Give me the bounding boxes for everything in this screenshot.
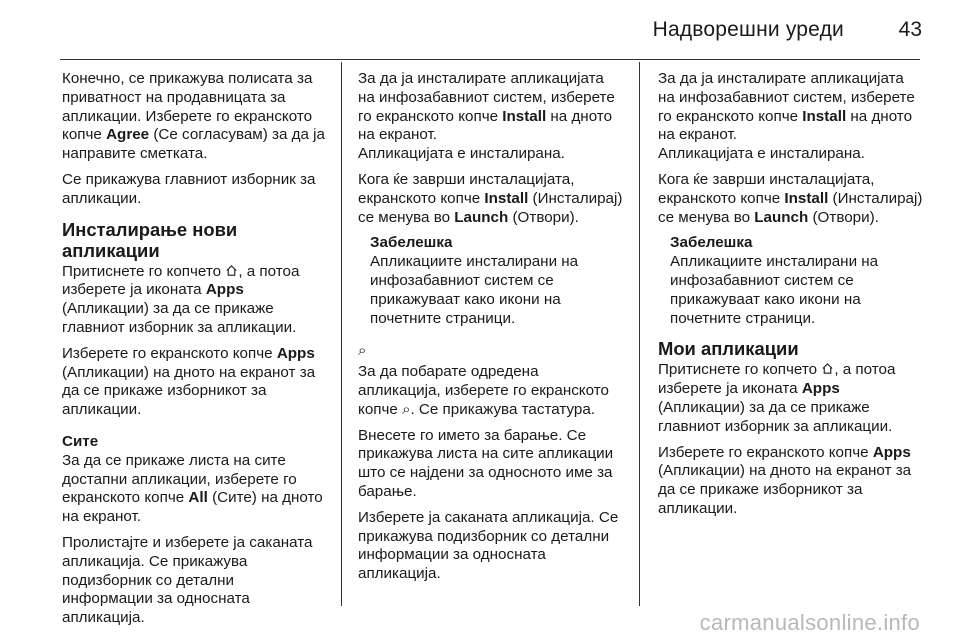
apps-label: Apps [276, 344, 315, 362]
column-divider-1 [341, 62, 342, 606]
text: , а потоа изберете ја иконата [62, 262, 300, 299]
text: (Се согласувам) за да ја направите сметката. [62, 126, 326, 163]
column-3 [658, 70, 923, 526]
paragraph [62, 263, 327, 338]
text: За да се прикаже листа на сите достапни апликации, изберете го екранското копче [62, 451, 297, 507]
text: За да ја инсталирате апликацијата на инфозабавниот систем, изберете го екранското копче [358, 70, 615, 125]
column-2 [358, 70, 623, 591]
paragraph [62, 345, 327, 420]
text: Кога ќе заврши инсталацијата, екранското копче [658, 170, 875, 207]
all-label: All [188, 489, 208, 507]
agree-label: Agree [106, 126, 150, 144]
text: на дното на екранот. [658, 107, 913, 144]
home-icon [821, 362, 834, 375]
header-divider [60, 59, 920, 60]
paragraph [658, 361, 923, 436]
text: Конечно, се прикажува полисата за приватност на продавницата за апликации. Изберете го екранското копче [62, 70, 313, 144]
install-label: Install [502, 107, 547, 125]
note-text: Апликациите инсталирани на инфозабавниот систем се прикажуваат како икони на почетните страници. [370, 253, 579, 327]
text: (Отвори). [808, 208, 879, 226]
text: За да ја инсталирате апликацијата на инфозабавниот систем, изберете го екранското копче [658, 70, 915, 125]
home-icon [225, 264, 238, 277]
text: на дното на екранот. [358, 107, 613, 144]
text: (Апликации) на дното на екранот за да се прикаже изборникот за апликации. [62, 363, 316, 419]
paragraph [358, 171, 623, 227]
install-label: Install [802, 107, 847, 125]
paragraph [658, 70, 923, 164]
note-box [658, 234, 923, 328]
paragraph: Изберете ја саканата апликација. Се прикажува подизборник со детални информации за односната апликација. [358, 508, 619, 583]
paragraph [658, 171, 923, 227]
paragraph [62, 70, 327, 164]
text: Апликацијата е инсталирана. [658, 145, 865, 163]
apps-label: Apps [205, 281, 244, 299]
page-header [0, 0, 960, 56]
note-text: Апликациите инсталирани на инфозабавниот систем се прикажуваат како икони на почетните страници. [670, 253, 879, 327]
text: Кога ќе заврши инсталацијата, екранското копче [358, 170, 575, 207]
text: (Сите) на дното на екранот. [62, 489, 323, 526]
launch-label: Launch [754, 208, 809, 226]
apps-label: Apps [801, 380, 840, 398]
text: . Се прикажува тастатура. [410, 400, 596, 418]
text: (Отвори). [508, 208, 579, 226]
paragraph: Внесете го името за барање. Се прикажува листа на сите апликации што се најдени за односното име за барање. [358, 426, 614, 500]
text: , а потоа изберете ја иконата [658, 361, 896, 398]
paragraph: Пролистајте и изберете ја саканата апликација. Се прикажува подизборник со детални информации за односната апликација. [62, 533, 313, 627]
column-1 [62, 70, 327, 635]
search-heading [358, 342, 623, 361]
section-heading-install: Инсталирање нови апликации [62, 218, 238, 261]
column-divider-2 [639, 62, 640, 606]
subsection-heading-all: Сите [62, 432, 99, 450]
text: (Апликации) за да се прикаже главниот изборник за апликации. [658, 398, 893, 435]
install-label: Install [484, 189, 529, 207]
watermark: carmanualsonline.info [699, 610, 920, 635]
text: Изберете го екранското копче [658, 443, 873, 461]
install-label: Install [784, 189, 829, 207]
section-heading-my-apps: Мои апликации [658, 338, 799, 360]
text: Притиснете го копчето [658, 361, 822, 379]
note-title: Забелешка [670, 234, 753, 252]
text: (Апликации) на дното на екранот за да се прикаже изборникот за апликации. [658, 462, 912, 517]
paragraph [358, 363, 623, 419]
note-title: Забелешка [370, 234, 453, 252]
paragraph [62, 452, 327, 527]
paragraph: Се прикажува главниот изборник за апликации. [62, 170, 316, 207]
note-box [358, 234, 623, 328]
apps-label: Apps [872, 443, 911, 461]
page-number: 43 [898, 18, 922, 41]
launch-label: Launch [454, 208, 509, 226]
text: (Инсталирај) се менува во [658, 189, 923, 226]
text: За да побарате одредена апликација, изберете го екранското копче [358, 363, 609, 418]
paragraph [358, 70, 623, 164]
text: (Инсталирај) се менува во [358, 189, 623, 226]
text: Изберете го екранското копче [62, 344, 277, 362]
page-title: Надворешни уреди [652, 18, 844, 41]
search-icon: ⌕ [402, 400, 411, 418]
text: (Апликации) за да се прикаже главниот изборник за апликации. [62, 300, 297, 336]
paragraph [658, 444, 923, 519]
text: Притиснете го копчето [62, 262, 226, 280]
search-icon: ⌕ [358, 342, 367, 360]
text: Апликацијата е инсталирана. [358, 145, 565, 163]
